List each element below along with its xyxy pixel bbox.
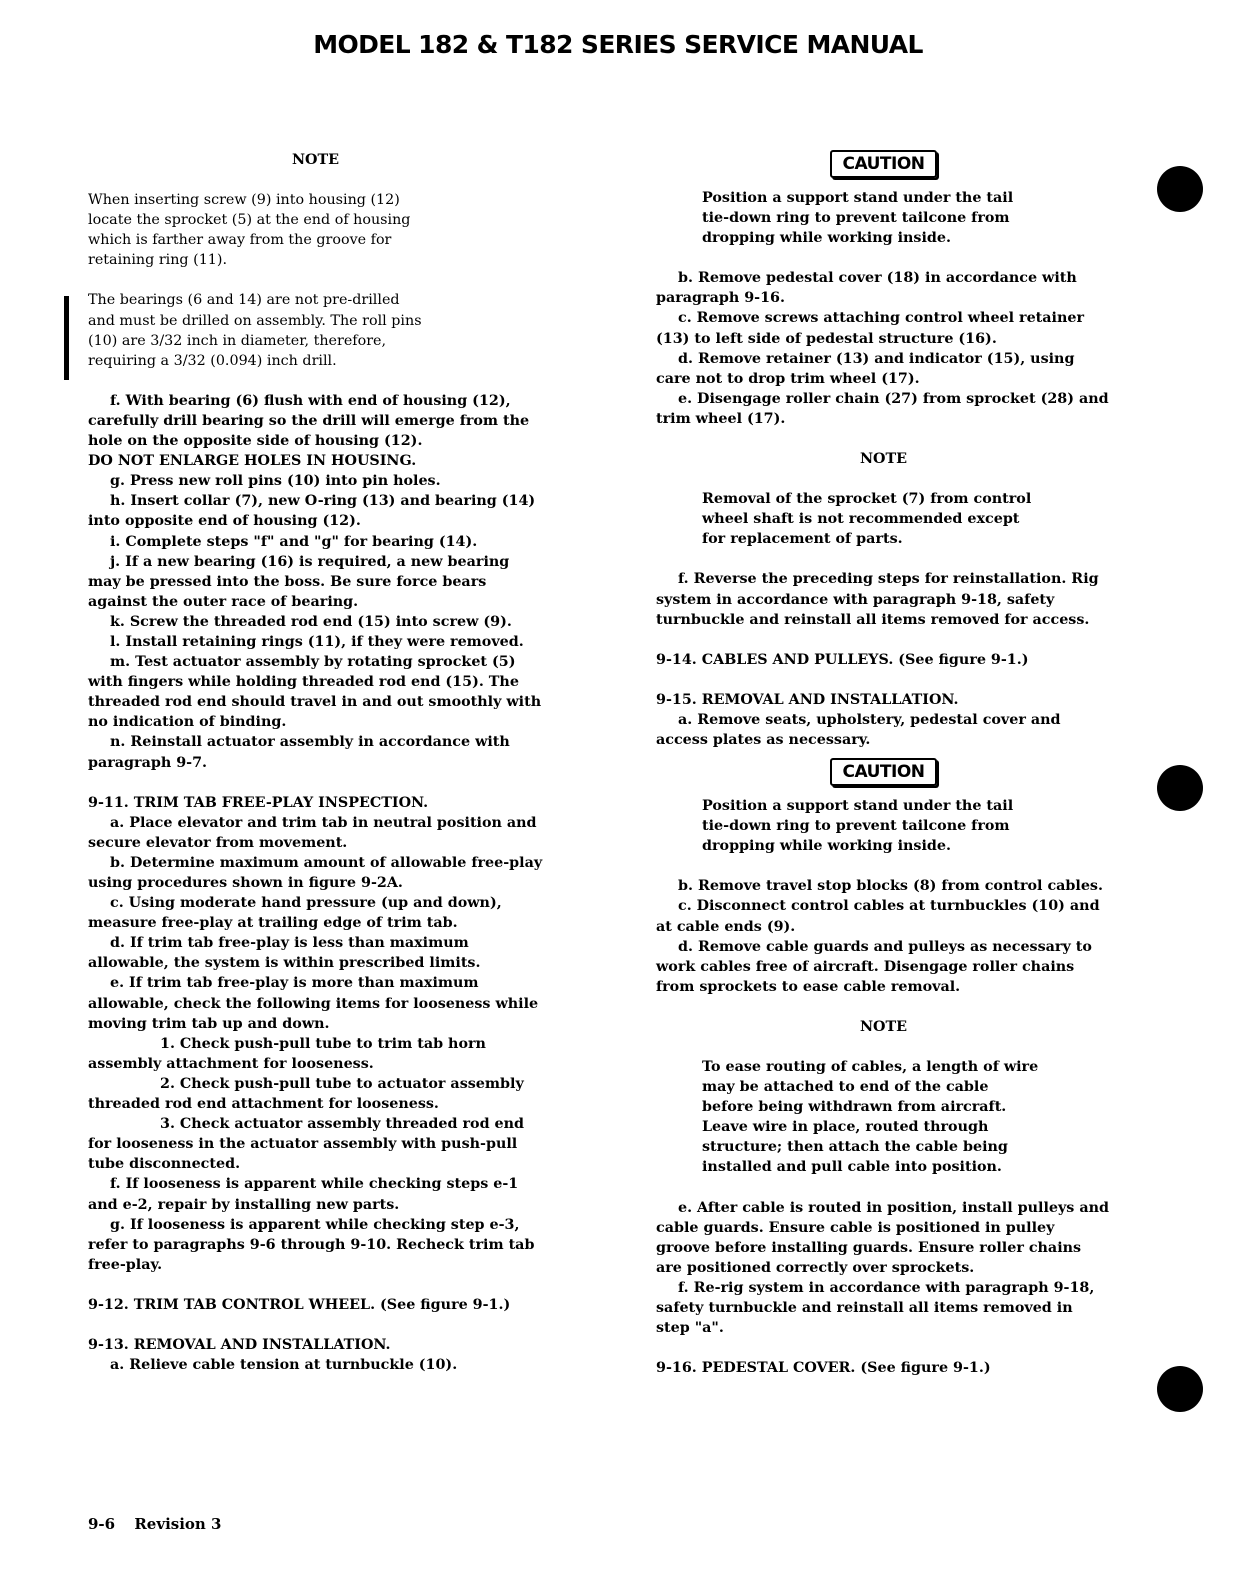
step-paragraph: i. Complete steps "f" and "g" for bearing (14). (110, 533, 478, 550)
warning-text: DO NOT ENLARGE HOLES IN HOUSING. (88, 453, 417, 470)
step-paragraph: b. Determine maximum amount of allowable free-play using procedures shown in figure 9-2A. (88, 854, 543, 891)
note-paragraph: The bearings (6 and 14) are not pre-drilled and must be drilled on assembly. The roll pins (10) are 3/32 inch in diameter, therefore, requiring a 3/32 (0.094) inch drill. (88, 292, 422, 369)
step-paragraph: k. Screw the threaded rod end (15) into screw (9). (110, 613, 512, 630)
step-paragraph: c. Using moderate hand pressure (up and down), measure free-play at trailing edge of trim tab. (88, 895, 502, 932)
step-paragraph: f. Reverse the preceding steps for reinstallation. Rig system in accordance with paragraph 9-18, safety turnbuckle and reinstall all items removed for access. (656, 571, 1099, 628)
step-paragraph: e. If trim tab free-play is more than maximum allowable, check the following items for looseness while moving trim tab up and down. (88, 975, 539, 1032)
binder-hole-middle (1157, 765, 1203, 811)
step-paragraph: c. Remove screws attaching control wheel retainer (13) to left side of pedestal structure (16). (656, 310, 1085, 347)
revision-label: Revision 3 (134, 1515, 222, 1533)
step-paragraph: b. Remove travel stop blocks (8) from control cables. (678, 878, 1103, 895)
note-heading: NOTE (859, 1018, 908, 1035)
step-paragraph: c. Disconnect control cables at turnbuckles (10) and at cable ends (9). (656, 898, 1100, 935)
step-paragraph: e. After cable is routed in position, install pulleys and cable guards. Ensure cable is positioned in pulley groove before installing guards. Ensure roller chains are positioned correctly over sprockets. (656, 1199, 1109, 1276)
step-paragraph: l. Install retaining rings (11), if they were removed. (110, 633, 524, 650)
section-heading: 9-16. PEDESTAL COVER. (See figure 9-1.) (656, 1360, 991, 1377)
note-heading: NOTE (291, 152, 340, 168)
step-paragraph: a. Place elevator and trim tab in neutral position and secure elevator from movement. (88, 814, 537, 851)
step-paragraph: h. Insert collar (7), new O-ring (13) and bearing (14) into opposite end of housing (12). (88, 493, 536, 530)
note-paragraph: To ease routing of cables, a length of wire may be attached to end of the cable before being withdrawn from aircraft. Leave wire in place, routed through structure; then attach the cable being installed and pull cable into position. (702, 1059, 1039, 1176)
step-paragraph: e. Disengage roller chain (27) from sprocket (28) and trim wheel (17). (656, 390, 1109, 427)
step-paragraph: b. Remove pedestal cover (18) in accordance with paragraph 9-16. (656, 270, 1077, 307)
note-paragraph: When inserting screw (9) into housing (12) locate the sprocket (5) at the end of housing which is farther away from the groove for retaining ring (11). (88, 192, 411, 269)
caution-paragraph: Position a support stand under the tail tie-down ring to prevent tailcone from dropping while working inside. (702, 190, 1014, 247)
section-heading: 9-12. TRIM TAB CONTROL WHEEL. (See figure 9-1.) (88, 1296, 511, 1313)
step-paragraph: f. If looseness is apparent while checking steps e-1 and e-2, repair by installing new parts. (88, 1176, 519, 1213)
note-heading: NOTE (859, 451, 908, 468)
caution-badge: CAUTION (830, 150, 936, 178)
step-paragraph: d. Remove cable guards and pulleys as necessary to work cables free of aircraft. Disengage roller chains from sprockets to ease cable removal. (656, 938, 1092, 995)
revision-bar (64, 296, 69, 380)
substep-paragraph: 2. Check push-pull tube to actuator assembly threaded rod end attachment for looseness. (88, 1075, 524, 1113)
step-paragraph: a. Relieve cable tension at turnbuckle (10). (110, 1357, 458, 1374)
step-paragraph: a. Remove seats, upholstery, pedestal cover and access plates as necessary. (656, 711, 1061, 748)
step-paragraph: d. Remove retainer (13) and indicator (15), using care not to drop trim wheel (17). (656, 350, 1075, 387)
page-footer (88, 1515, 235, 1533)
substep-paragraph: 1. Check push-pull tube to trim tab horn assembly attachment for looseness. (88, 1035, 486, 1072)
page-number: 9-6 (88, 1515, 116, 1533)
caution-badge: CAUTION (830, 758, 936, 786)
step-paragraph: d. If trim tab free-play is less than maximum allowable, the system is within prescribed limits. (88, 935, 481, 972)
step-paragraph: j. If a new bearing (16) is required, a new bearing may be pressed into the boss. Be sure force bears against the outer race of bearing. (88, 553, 510, 610)
section-heading: 9-15. REMOVAL AND INSTALLATION. (656, 691, 959, 708)
left-column (88, 150, 543, 1375)
step-paragraph: n. Reinstall actuator assembly in accordance with paragraph 9-7. (88, 734, 510, 771)
right-column (656, 150, 1111, 1378)
note-paragraph: Removal of the sprocket (7) from control wheel shaft is not recommended except for replacement of parts. (702, 491, 1032, 548)
step-paragraph: g. Press new roll pins (10) into pin holes. (110, 473, 441, 490)
caution-paragraph: Position a support stand under the tail tie-down ring to prevent tailcone from dropping while working inside. (702, 798, 1014, 855)
binder-hole-bottom (1157, 1366, 1203, 1412)
step-paragraph: f. Re-rig system in accordance with paragraph 9-18, safety turnbuckle and reinstall all items removed in step "a". (656, 1279, 1095, 1337)
substep-paragraph: 3. Check actuator assembly threaded rod end for looseness in the actuator assembly with push-pull tube disconnected. (88, 1116, 525, 1173)
binder-hole-top (1157, 166, 1203, 212)
section-heading: 9-13. REMOVAL AND INSTALLATION. (88, 1336, 391, 1353)
section-heading: 9-11. TRIM TAB FREE-PLAY INSPECTION. (88, 794, 429, 811)
step-paragraph: m. Test actuator assembly by rotating sprocket (5) with fingers while holding threaded rod end (15). The threaded rod end should travel in and out smoothly with no indication of binding. (88, 654, 542, 731)
section-heading: 9-14. CABLES AND PULLEYS. (See figure 9-1.) (656, 651, 1029, 668)
page-title: MODEL 182 & T182 SERIES SERVICE MANUAL (313, 30, 923, 59)
step-paragraph: f. With bearing (6) flush with end of housing (12), carefully drill bearing so the drill will emerge from the hole on the opposite side of housing (12). (88, 392, 530, 450)
step-paragraph: g. If looseness is apparent while checking step e-3, refer to paragraphs 9-6 through 9-10. Recheck trim tab free-play. (88, 1216, 535, 1273)
